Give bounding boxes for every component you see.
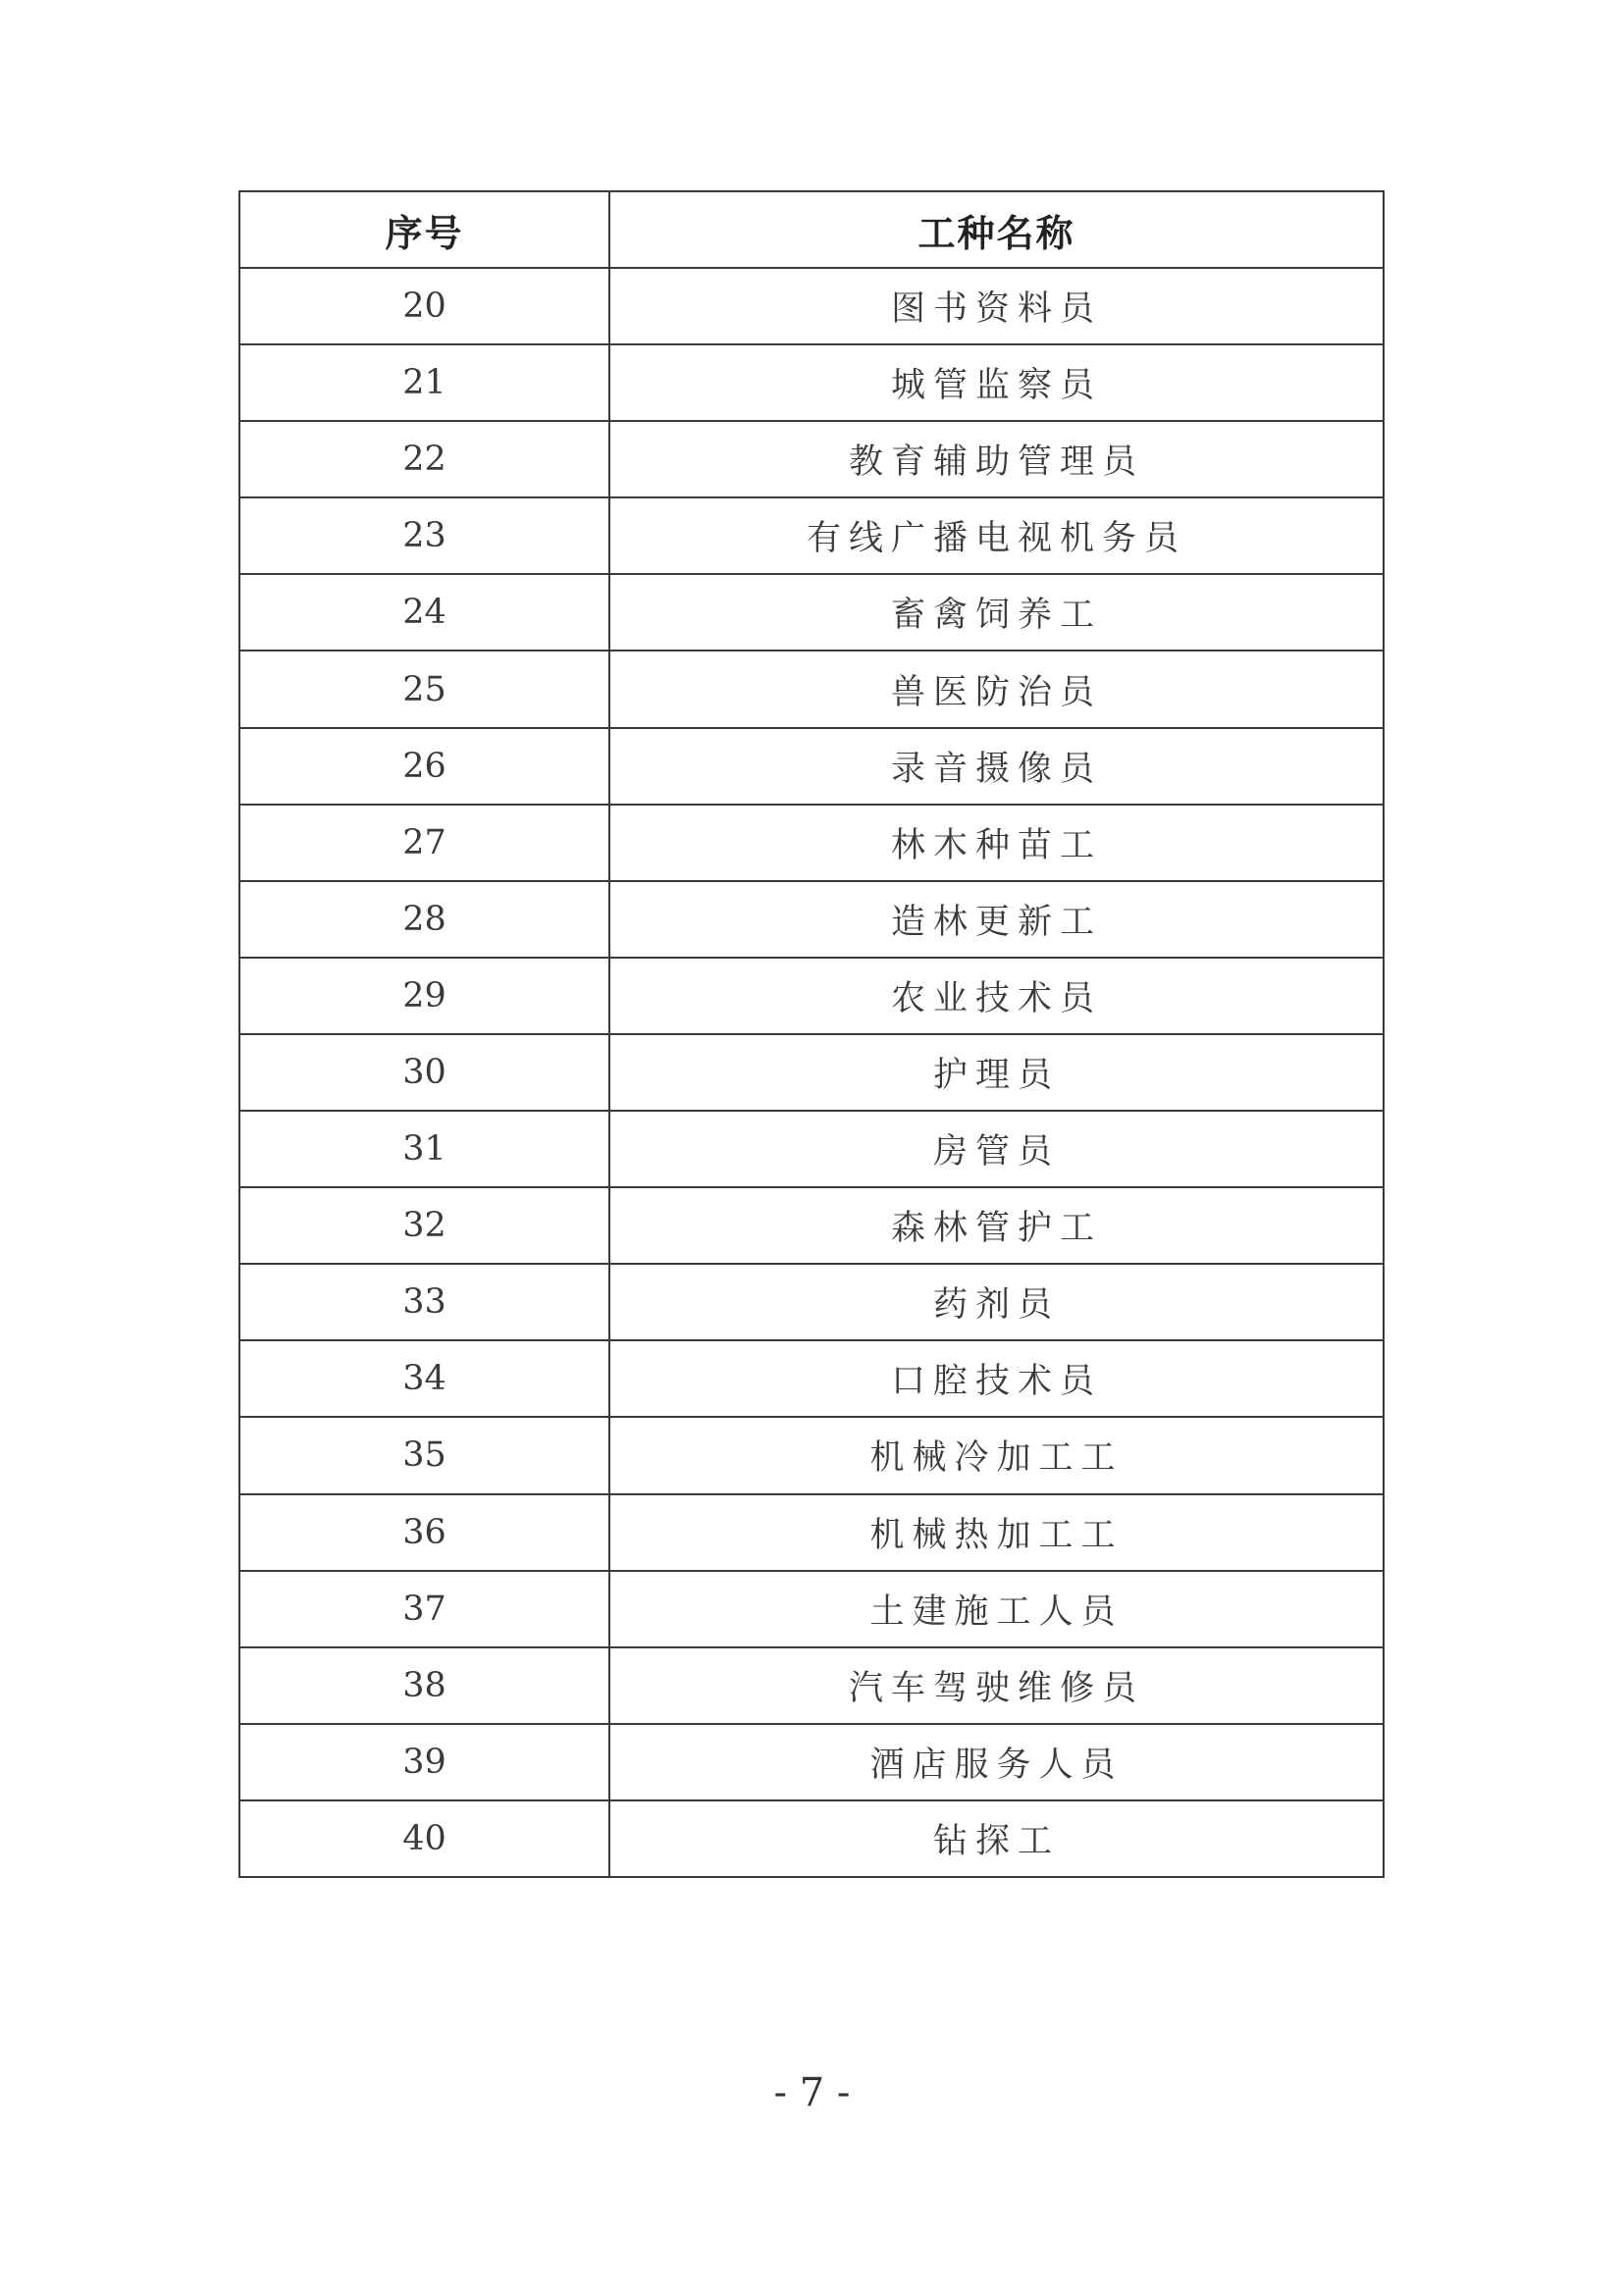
job-name-cell: 房管员 — [609, 1111, 1384, 1187]
table-row — [239, 1724, 1384, 1800]
row-number-cell: 21 — [239, 344, 609, 421]
row-number-cell: 34 — [239, 1340, 609, 1417]
table-row — [239, 1111, 1384, 1187]
job-name-cell: 图书资料员 — [609, 268, 1384, 344]
job-name-cell: 护理员 — [609, 1034, 1384, 1111]
job-name-cell: 口腔技术员 — [609, 1340, 1384, 1417]
row-number-cell: 37 — [239, 1571, 609, 1647]
table-row — [239, 574, 1384, 651]
table-row — [239, 958, 1384, 1034]
job-name-cell: 有线广播电视机务员 — [609, 497, 1384, 574]
job-name-cell: 机械冷加工工 — [609, 1417, 1384, 1493]
header-job-name: 工种名称 — [609, 191, 1384, 268]
row-number-cell: 22 — [239, 421, 609, 497]
row-number-cell: 40 — [239, 1800, 609, 1877]
job-name-cell: 兽医防治员 — [609, 651, 1384, 727]
row-number-cell: 28 — [239, 881, 609, 958]
table-row — [239, 805, 1384, 881]
table-row — [239, 1494, 1384, 1571]
job-name-cell: 林木种苗工 — [609, 805, 1384, 881]
table-row — [239, 728, 1384, 805]
row-number-cell: 36 — [239, 1494, 609, 1571]
row-number-cell: 23 — [239, 497, 609, 574]
page-number: - 7 - — [773, 2070, 851, 2115]
row-number-cell: 30 — [239, 1034, 609, 1111]
header-number: 序号 — [239, 191, 609, 268]
job-name-cell: 药剂员 — [609, 1264, 1384, 1340]
row-number-cell: 20 — [239, 268, 609, 344]
row-number-cell: 38 — [239, 1647, 609, 1724]
table-row — [239, 1340, 1384, 1417]
row-number-cell: 27 — [239, 805, 609, 881]
job-name-cell: 畜禽饲养工 — [609, 574, 1384, 651]
row-number-cell: 26 — [239, 728, 609, 805]
table-row — [239, 651, 1384, 727]
row-number-cell: 25 — [239, 651, 609, 727]
table-row — [239, 268, 1384, 344]
job-name-cell: 酒店服务人员 — [609, 1724, 1384, 1800]
job-name-cell: 森林管护工 — [609, 1187, 1384, 1264]
table-row — [239, 1034, 1384, 1111]
job-name-cell: 城管监察员 — [609, 344, 1384, 421]
table-row — [239, 1571, 1384, 1647]
job-name-cell: 钻探工 — [609, 1800, 1384, 1877]
table-row — [239, 344, 1384, 421]
table-row — [239, 1264, 1384, 1340]
job-name-cell: 土建施工人员 — [609, 1571, 1384, 1647]
job-name-cell: 录音摄像员 — [609, 728, 1384, 805]
job-name-cell: 造林更新工 — [609, 881, 1384, 958]
job-name-cell: 机械热加工工 — [609, 1494, 1384, 1571]
table-row — [239, 497, 1384, 574]
table-row — [239, 1800, 1384, 1877]
table-row — [239, 1647, 1384, 1724]
row-number-cell: 35 — [239, 1417, 609, 1493]
job-name-cell: 教育辅助管理员 — [609, 421, 1384, 497]
table-row — [239, 881, 1384, 958]
table-body — [239, 268, 1384, 1877]
table-row — [239, 1417, 1384, 1493]
row-number-cell: 33 — [239, 1264, 609, 1340]
row-number-cell: 32 — [239, 1187, 609, 1264]
row-number-cell: 24 — [239, 574, 609, 651]
job-name-cell: 农业技术员 — [609, 958, 1384, 1034]
table-row — [239, 421, 1384, 497]
table-header-row — [239, 191, 1384, 268]
row-number-cell: 29 — [239, 958, 609, 1034]
job-name-cell: 汽车驾驶维修员 — [609, 1647, 1384, 1724]
row-number-cell: 39 — [239, 1724, 609, 1800]
job-type-table — [238, 190, 1385, 1878]
row-number-cell: 31 — [239, 1111, 609, 1187]
table-row — [239, 1187, 1384, 1264]
